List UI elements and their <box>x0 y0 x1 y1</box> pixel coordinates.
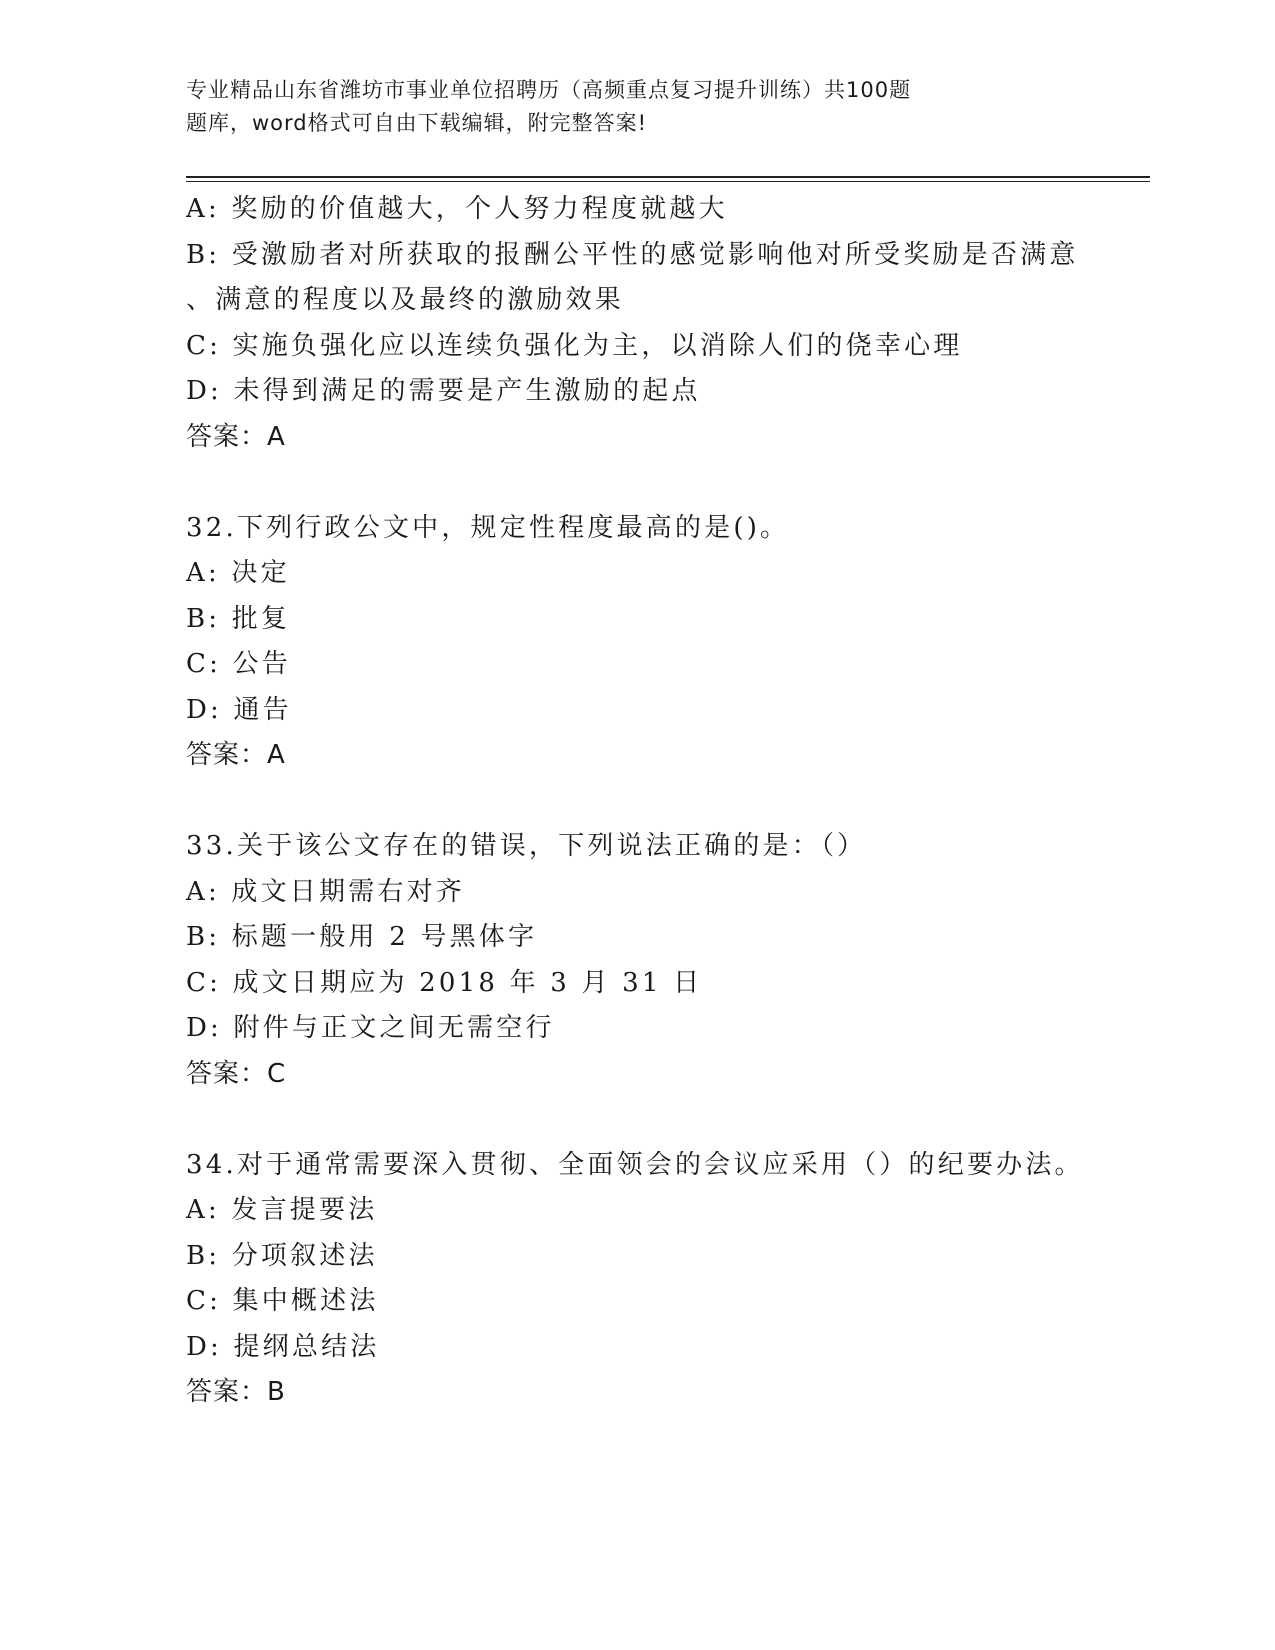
header-line-2: 题库，word格式可自由下载编辑，附完整答案! <box>186 111 648 135</box>
question-block-34 <box>186 1143 1146 1416</box>
document-header <box>186 74 1066 140</box>
option-d: D: 提纲总结法 <box>186 1331 380 1362</box>
option-d: D: 通告 <box>186 694 292 725</box>
option-a: A: 决定 <box>186 558 290 588</box>
option-c: C: 实施负强化应以连续负强化为主，以消除人们的侥幸心理 <box>186 330 963 361</box>
header-line-1: 专业精品山东省潍坊市事业单位招聘历（高频重点复习提升训练）共100题 <box>186 78 912 102</box>
question-block-32 <box>186 506 1146 779</box>
option-b: B: 分项叙述法 <box>186 1240 378 1271</box>
answer: 答案：C <box>186 1058 287 1089</box>
question-text: 32.下列行政公文中，规定性程度最高的是()。 <box>186 512 790 543</box>
answer: 答案：B <box>186 1377 286 1407</box>
option-c: C: 集中概述法 <box>186 1286 379 1316</box>
option-d: D: 未得到满足的需要是产生激励的起点 <box>186 376 701 406</box>
option-b: B: 批复 <box>186 603 291 634</box>
answer: 答案：A <box>186 421 286 452</box>
option-c: C: 成文日期应为 2018 年 3 月 31 日 <box>186 967 703 998</box>
option-b: B: 标题一般用 2 号黑体字 <box>186 922 538 952</box>
option-a: A: 成文日期需右对齐 <box>186 876 466 907</box>
option-c: C: 公告 <box>186 649 291 679</box>
option-b: B: 受激励者对所获取的报酬公平性的感觉影响他对所受奖励是否满意 <box>186 239 1079 270</box>
option-a: A: 奖励的价值越大，个人努力程度就越大 <box>186 194 728 224</box>
answer: 答案：A <box>186 740 286 770</box>
question-block-33 <box>186 824 1146 1097</box>
option-b-continued: 、满意的程度以及最终的激励效果 <box>186 285 625 315</box>
question-text: 33.关于该公文存在的错误，下列说法正确的是：（） <box>186 831 867 861</box>
header-rule-thin <box>186 181 1150 182</box>
question-list <box>186 187 1146 1416</box>
option-a: A: 发言提要法 <box>186 1195 378 1225</box>
header-rule-thick <box>186 176 1150 178</box>
question-block-31 <box>186 187 1146 460</box>
option-d: D: 附件与正文之间无需空行 <box>186 1013 555 1043</box>
question-text: 34.对于通常需要深入贯彻、全面领会的会议应采用（）的纪要办法。 <box>186 1149 1084 1180</box>
